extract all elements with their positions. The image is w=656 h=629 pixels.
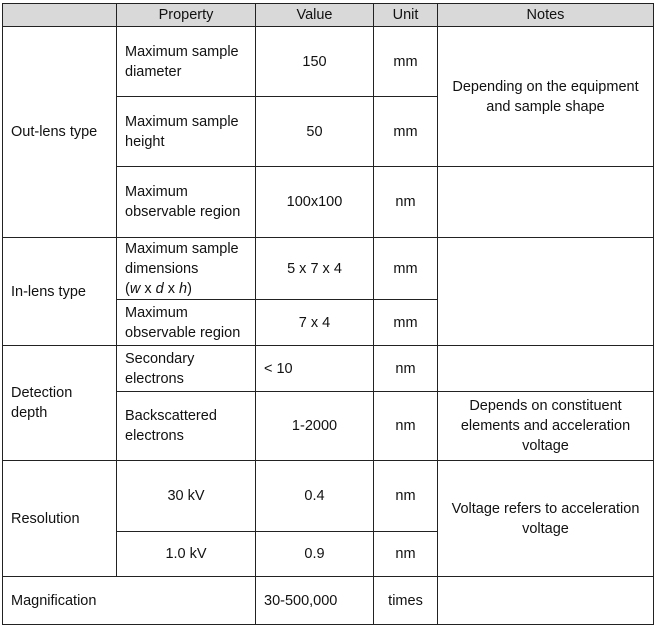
value-cell: 100x100 [256, 167, 374, 238]
unit-cell: times [374, 577, 438, 625]
group-label: Out-lens type [3, 27, 117, 238]
property-cell: Secondary electrons [117, 346, 256, 392]
unit-cell: nm [374, 392, 438, 461]
dim-d: d [155, 280, 164, 297]
property-paren-close: ) [187, 280, 192, 297]
value-cell: 1-2000 [256, 392, 374, 461]
notes-cell-empty [438, 167, 654, 238]
value-cell: 0.4 [256, 461, 374, 532]
value-cell: < 10 [256, 346, 374, 392]
dim-h: h [179, 280, 188, 297]
unit-cell: mm [374, 97, 438, 167]
dim-sep-1: x [140, 280, 156, 297]
unit-cell: nm [374, 532, 438, 577]
unit-cell: mm [374, 238, 438, 300]
header-row [3, 4, 654, 27]
group-label: Detection depth [3, 346, 117, 461]
value-cell: 5 x 7 x 4 [256, 238, 374, 300]
dim-sep-2: x [163, 280, 180, 297]
notes-cell: Depends on constituent elements and acceleration voltage [438, 392, 654, 461]
table-row [3, 461, 654, 532]
property-cell: Maximum observable region [117, 167, 256, 238]
property-text: Maximum sample dimensions [125, 240, 239, 277]
property-cell: 30 kV [117, 461, 256, 532]
group-label: Resolution [3, 461, 117, 577]
header-unit: Unit [374, 4, 438, 27]
property-cell: Maximum sample height [117, 97, 256, 167]
dim-w: w [129, 280, 141, 297]
header-property: Property [117, 4, 256, 27]
property-cell: Backscattered electrons [117, 392, 256, 461]
unit-cell: nm [374, 461, 438, 532]
unit-cell: nm [374, 167, 438, 238]
notes-cell: Depending on the equipment and sample shape [438, 27, 654, 167]
property-cell: Maximum sample diameter [117, 27, 256, 97]
property-cell: Maximum observable region [117, 300, 256, 346]
table-row [3, 577, 654, 625]
value-cell: 0.9 [256, 532, 374, 577]
header-group [3, 4, 117, 27]
table-row [3, 346, 654, 392]
notes-cell-empty [438, 577, 654, 625]
value-cell: 150 [256, 27, 374, 97]
value-cell: 50 [256, 97, 374, 167]
property-cell [117, 238, 256, 300]
property-paren-open: ( [125, 280, 130, 297]
group-label: In-lens type [3, 238, 117, 346]
notes-cell-empty [438, 238, 654, 346]
unit-cell: nm [374, 346, 438, 392]
unit-cell: mm [374, 300, 438, 346]
value-cell: 7 x 4 [256, 300, 374, 346]
group-label: Magnification [3, 577, 256, 625]
notes-cell: Voltage refers to acceleration voltage [438, 461, 654, 577]
table-row [3, 238, 654, 300]
specifications-table [2, 3, 654, 625]
notes-cell-empty [438, 346, 654, 392]
header-notes: Notes [438, 4, 654, 27]
header-value: Value [256, 4, 374, 27]
table-row [3, 27, 654, 97]
property-cell: 1.0 kV [117, 532, 256, 577]
value-cell: 30-500,000 [256, 577, 374, 625]
unit-cell: mm [374, 27, 438, 97]
